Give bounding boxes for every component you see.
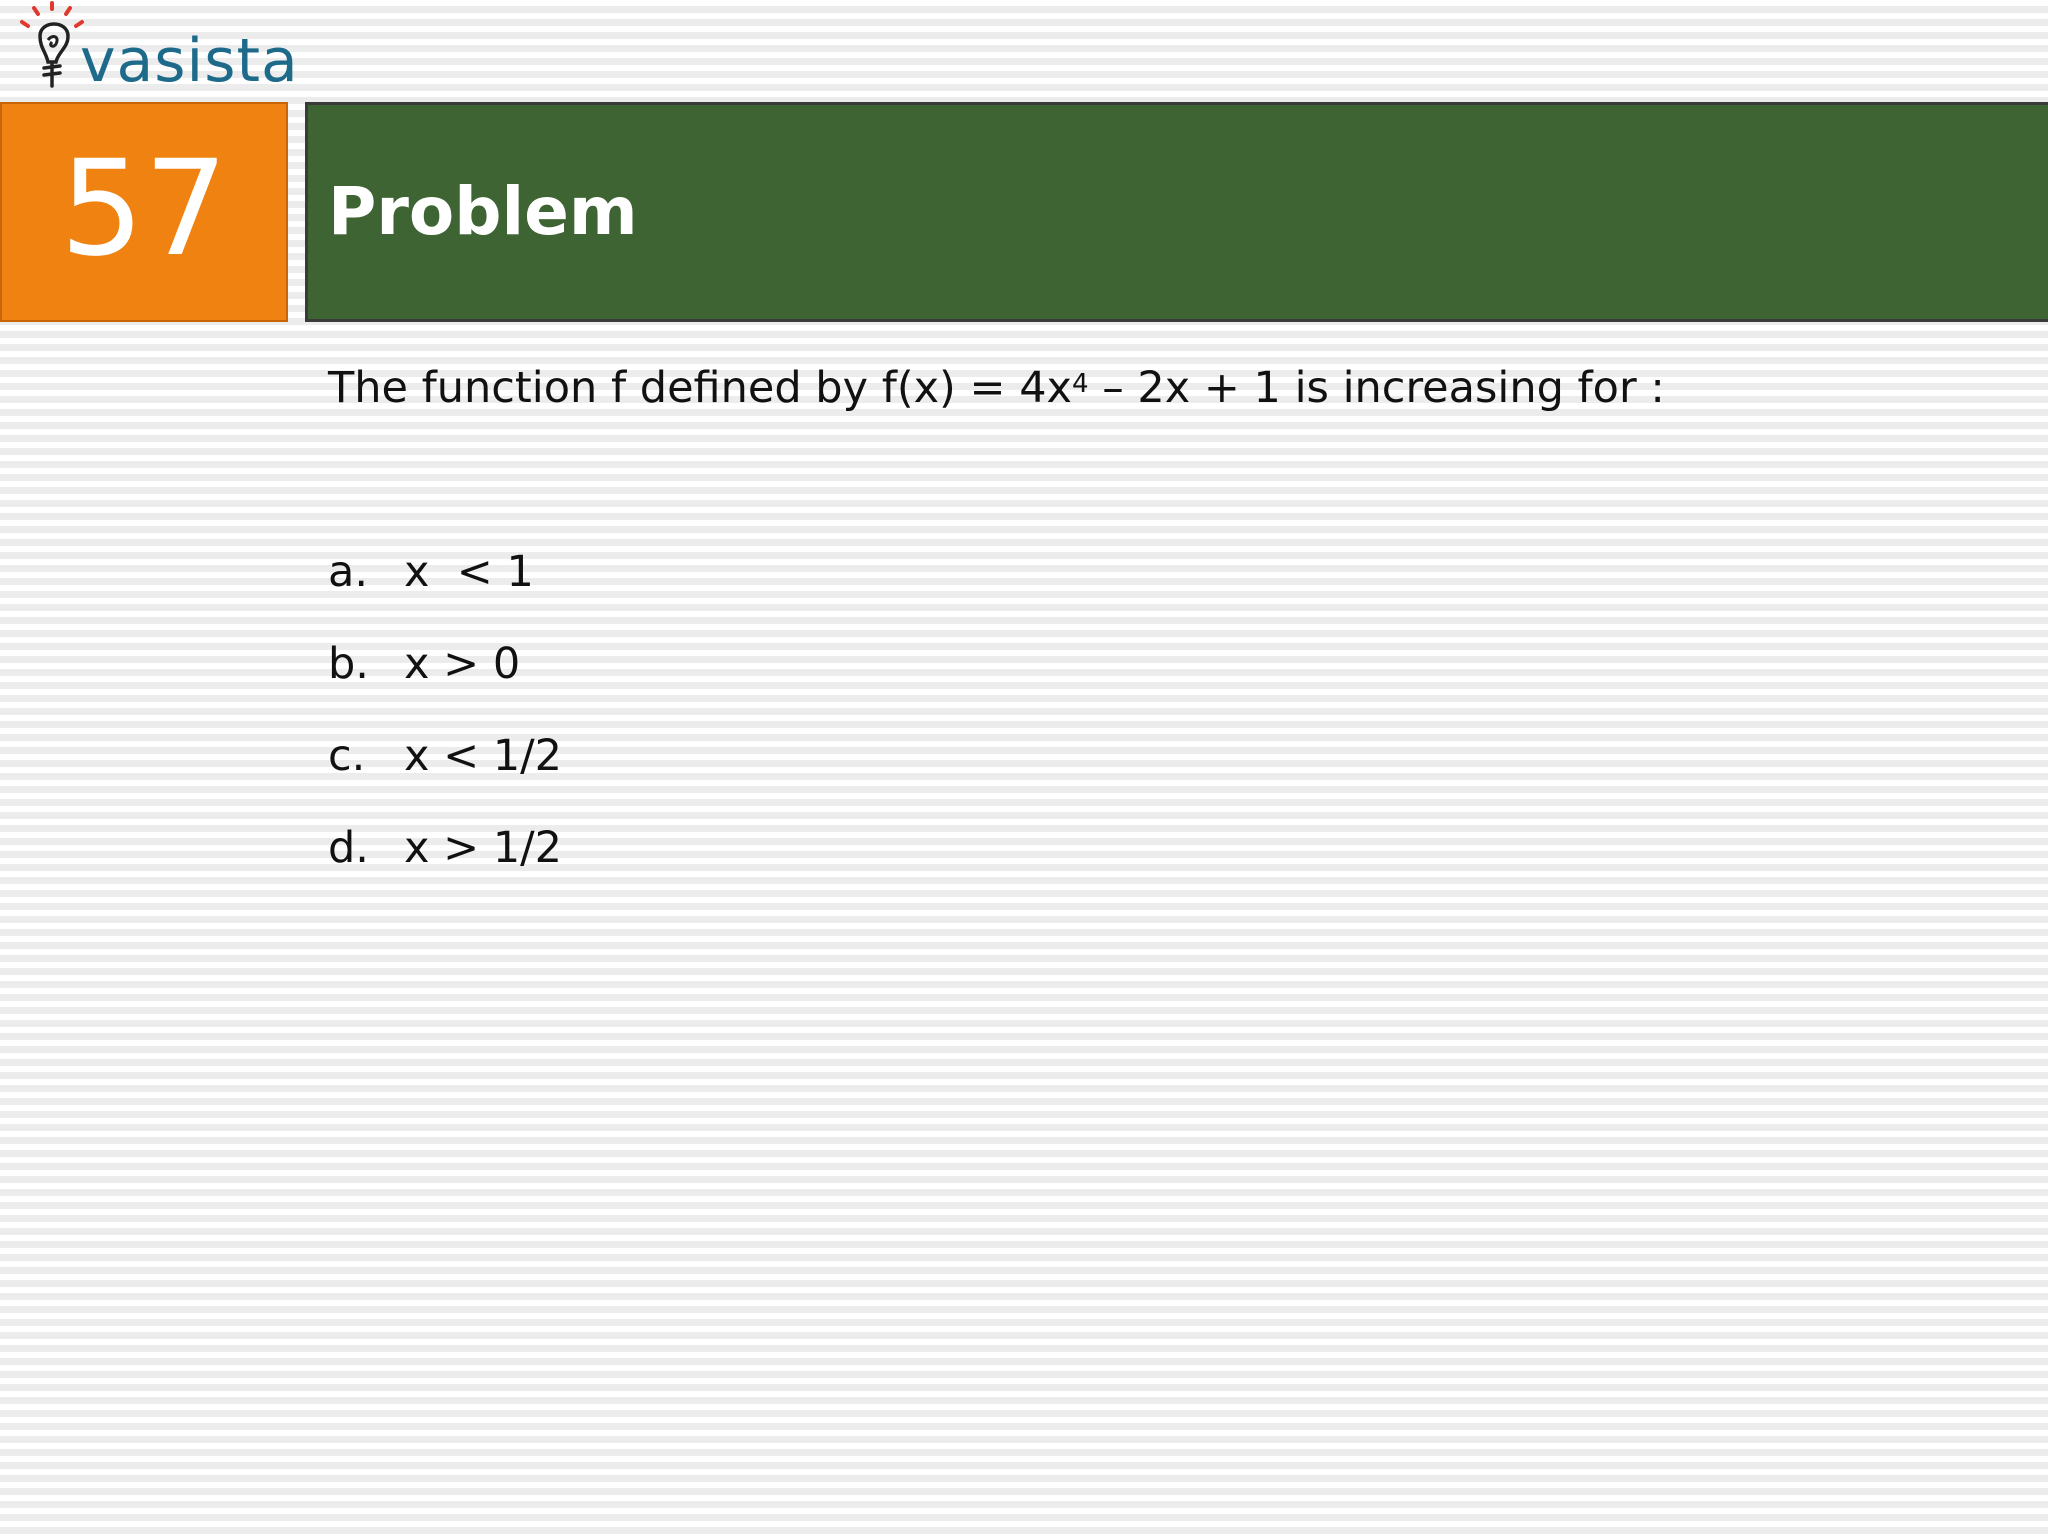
slide-number: 57 (60, 132, 228, 286)
option-text: x > 0 (404, 639, 521, 689)
option-text: x < 1 (404, 547, 534, 597)
option-text: x < 1/2 (404, 731, 563, 781)
slide-title: Problem (328, 173, 638, 250)
question-text (328, 360, 1665, 416)
slide-number-badge (0, 102, 288, 322)
question-exponent: 4 (1072, 369, 1089, 399)
option-letter: d. (328, 823, 369, 873)
question-prefix: The function f defined by f(x) = 4x (328, 363, 1072, 413)
option-letter: b. (328, 639, 369, 689)
question-suffix: – 2x + 1 is increasing for : (1088, 363, 1665, 413)
vasista-logo (18, 0, 299, 100)
title-banner (305, 102, 2048, 322)
logo-wordmark: vasista (80, 26, 299, 96)
option-letter: a. (328, 547, 369, 597)
option-text: x > 1/2 (404, 823, 563, 873)
option-letter: c. (328, 731, 366, 781)
